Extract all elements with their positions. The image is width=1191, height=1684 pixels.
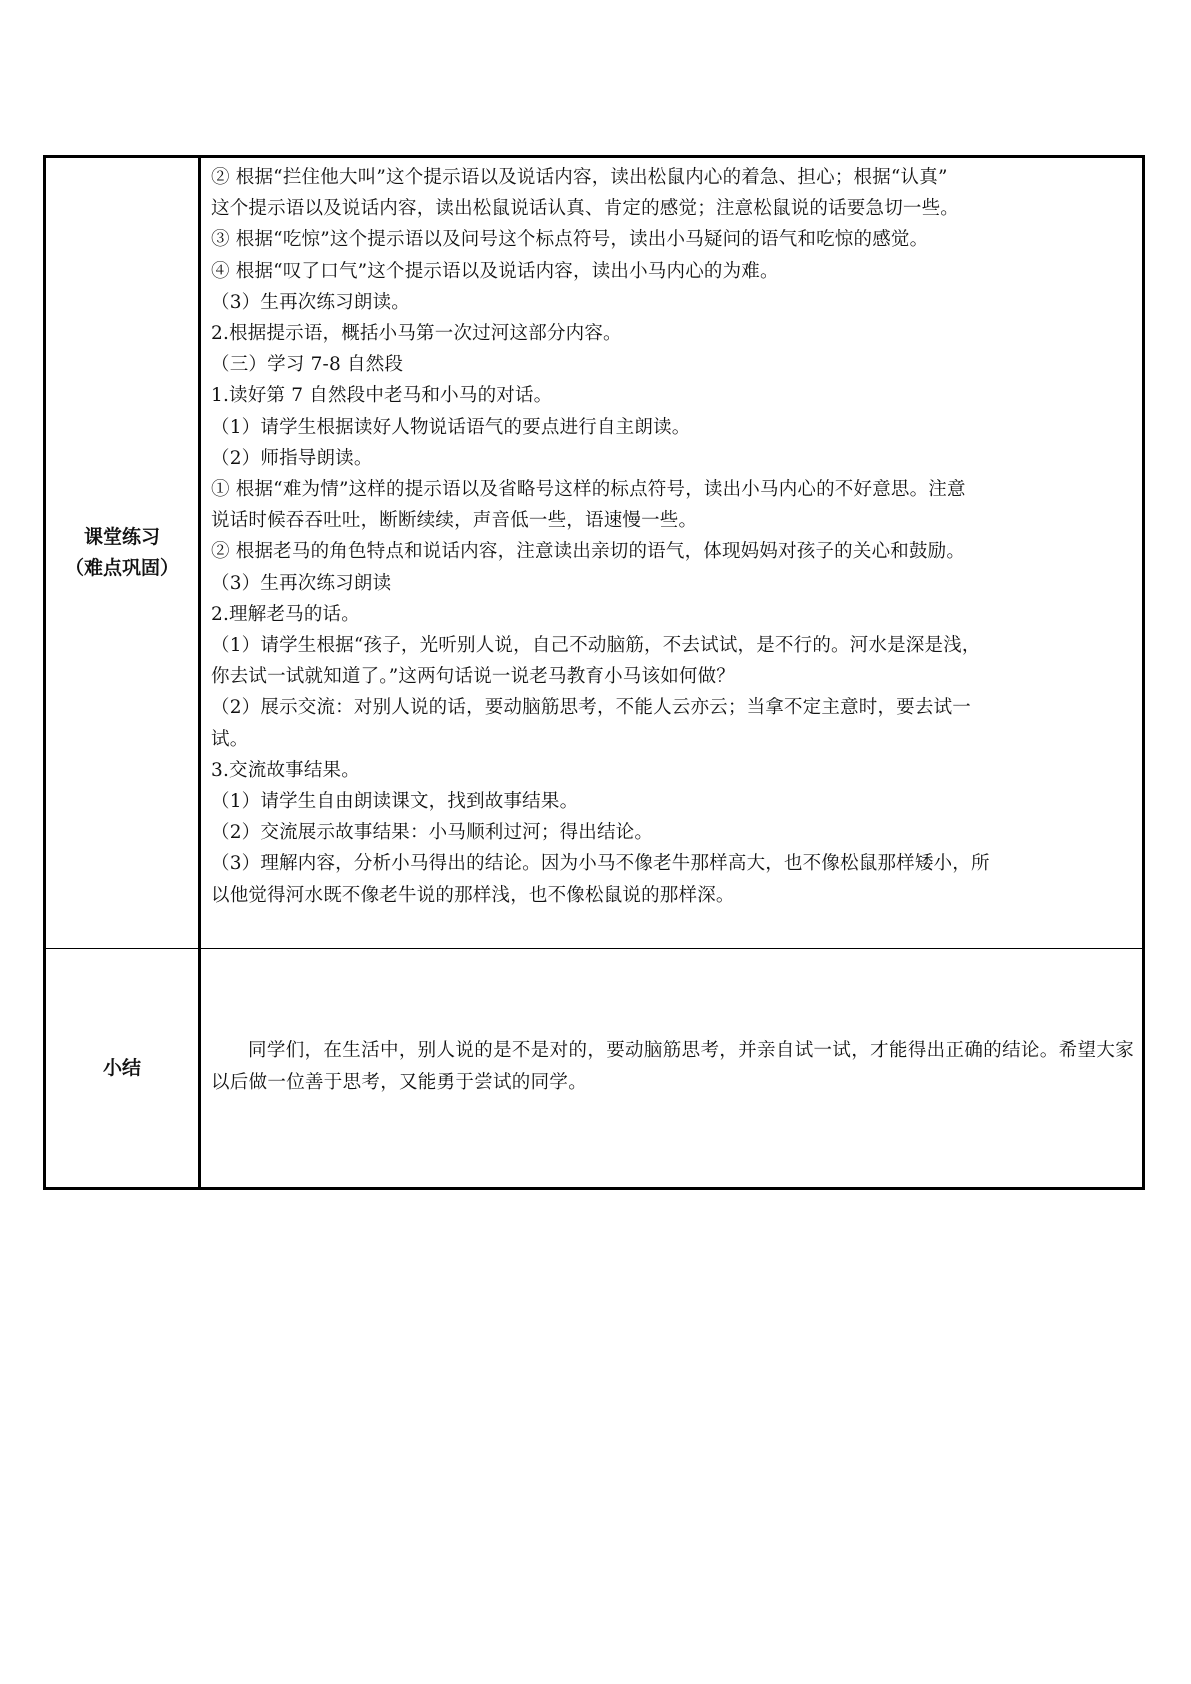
practice-label-cell: [45, 157, 200, 949]
practice-line: 这个提示语以及说话内容，读出松鼠说话认真、肯定的感觉；注意松鼠说的话要急切一些。: [211, 198, 960, 220]
summary-label: 小结: [102, 1056, 141, 1079]
practice-row: [45, 157, 1144, 949]
practice-line: 试。: [211, 728, 249, 750]
practice-line: 1.读好第 7 自然段中老马和小马的对话。: [211, 385, 553, 407]
summary-paragraph: 同学们，在生活中，别人说的是不是对的，要动脑筋思考，并亲自试一试，才能得出正确的结论。希望大家以后做一位善于思考，又能勇于尝试的同学。: [211, 1040, 1134, 1093]
summary-label-cell: [45, 949, 200, 1189]
practice-label-title: 课堂练习: [83, 526, 160, 548]
summary-content-cell: [200, 949, 1144, 1189]
practice-line: （1）请学生根据“孩子，光听别人说，自己不动脑筋，不去试试，是不行的。河水是深是浅，: [211, 635, 981, 657]
practice-line: （3）生再次练习朗读。: [211, 291, 410, 313]
practice-line: （2）师指导朗读。: [211, 447, 373, 469]
practice-line: ② 根据“拦住他大叫”这个提示语以及说话内容，读出松鼠内心的着急、担心；根据“认真”: [211, 167, 948, 188]
practice-line: ④ 根据“叹了口气”这个提示语以及说话内容，读出小马内心的为难。: [211, 260, 779, 282]
practice-line: 你去试一试就知道了。”这两句话说一说老马教育小马该如何做？: [211, 666, 736, 688]
practice-line: ② 根据老马的角色特点和说话内容，注意读出亲切的语气，体现妈妈对孩子的关心和鼓励。: [211, 541, 966, 563]
practice-line: 说话时候吞吞吐吐，断断续续，声音低一些，语速慢一些。: [211, 510, 698, 532]
practice-label-subtitle: （难点巩固）: [64, 557, 179, 579]
practice-line: （2）展示交流：对别人说的话，要动脑筋思考，不能人云亦云；当拿不定主意时，要去试一: [211, 697, 971, 719]
practice-line: ① 根据“难为情”这样的提示语以及省略号这样的标点符号，读出小马内心的不好意思。注意: [211, 479, 966, 501]
lesson-plan-table: [43, 155, 1145, 1190]
practice-content-cell: [200, 157, 1144, 949]
practice-line: ③ 根据“吃惊”这个提示语以及问号这个标点符号，读出小马疑问的语气和吃惊的感觉。: [211, 229, 929, 251]
practice-line: （1）请学生自由朗读课文，找到故事结果。: [211, 791, 579, 813]
practice-line: 2.理解老马的话。: [211, 603, 360, 625]
practice-line: 3.交流故事结果。: [211, 759, 360, 781]
practice-content: [211, 162, 1134, 911]
summary-row: [45, 949, 1144, 1189]
practice-line: （3）生再次练习朗读: [211, 572, 392, 594]
practice-line: （3）理解内容，分析小马得出的结论。因为小马不像老牛那样高大，也不像松鼠那样矮小，所: [211, 853, 990, 875]
practice-line: （三）学习 7-8 自然段: [211, 354, 404, 376]
practice-line: 2.根据提示语，概括小马第一次过河这部分内容。: [211, 323, 622, 345]
practice-line: （2）交流展示故事结果：小马顺利过河；得出结论。: [211, 822, 654, 844]
practice-line: （1）请学生根据读好人物说话语气的要点进行自主朗读。: [211, 416, 691, 438]
practice-line: 以他觉得河水既不像老牛说的那样浅，也不像松鼠说的那样深。: [211, 884, 735, 906]
